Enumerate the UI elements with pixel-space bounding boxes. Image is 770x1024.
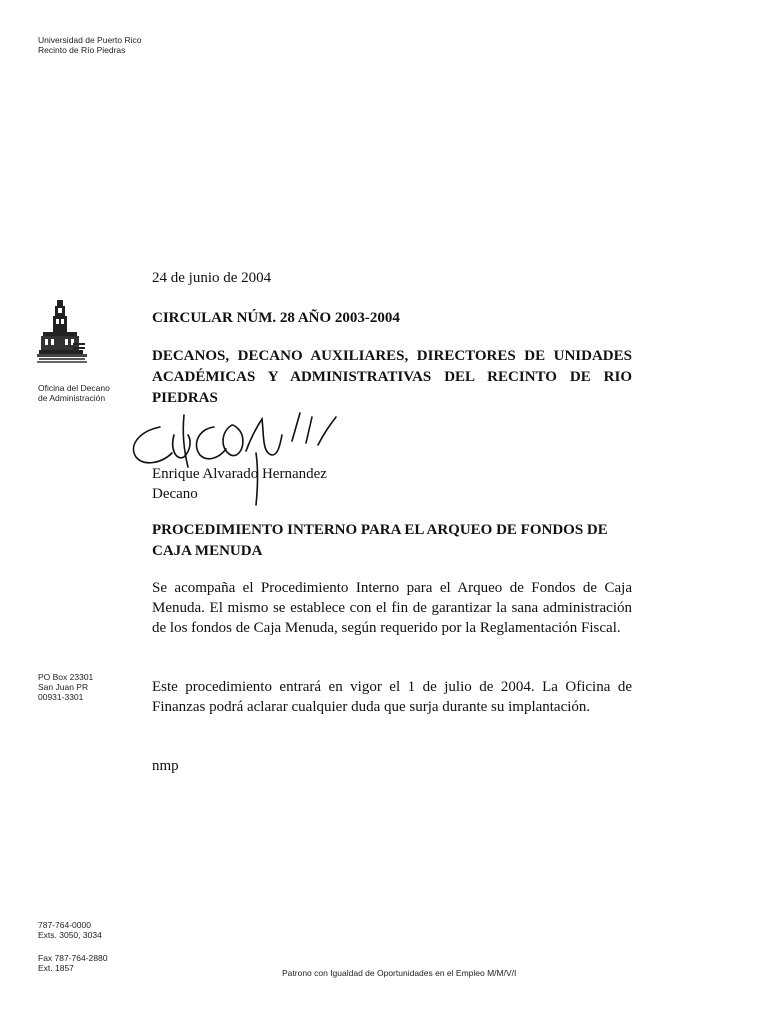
fax-number: Fax 787-764-2880 [38,953,108,963]
footer-equal-opportunity: Patrono con Igualdad de Oportunidades en el Empleo M/M/V/I [282,968,517,978]
signer-name: Enrique Alvarado Hernandez [152,466,327,482]
recipients: DECANOS, DECANO AUXILIARES, DIRECTORES DE UNIDADES ACADÉMICAS Y ADMINISTRATIVAS DEL RECINTO DE RIO PIEDRAS [152,348,632,406]
signer-title: Decano [152,486,198,502]
office-line-1: Oficina del Decano [38,383,110,393]
address-line-3: 00931-3301 [38,692,84,702]
body-paragraph-2: Este procedimiento entrará en vigor el 1 de julio de 2004. La Oficina de Finanzas podrá aclarar cualquier duda que surja durante su implantación. [152,679,632,715]
fax-extension: Ext. 1857 [38,963,74,973]
office-line-2: de Administración [38,393,106,403]
typist-initials: nmp [152,758,179,774]
circular-number: CIRCULAR NÚM. 28 AÑO 2003-2004 [152,310,400,326]
university-name: Universidad de Puerto Rico [38,35,142,45]
tower-logo-icon [37,298,89,377]
address-line-1: PO Box 23301 [38,672,94,682]
signer-block [152,464,327,504]
letterhead [38,35,141,55]
campus-name: Recinto de Río Piedras [38,45,126,55]
memo-date: 24 de junio de 2004 [152,270,272,286]
office-name [38,383,110,403]
memo-subject: PROCEDIMIENTO INTERNO PARA EL ARQUEO DE FONDOS DE CAJA MENUDA [152,522,608,559]
fax-info [38,953,107,973]
phone-number: 787-764-0000 [38,920,91,930]
postal-address [38,672,93,702]
phone-extensions: Exts. 3050, 3034 [38,930,102,940]
body-paragraph-1: Se acompaña el Procedimiento Interno para el Arqueo de Fondos de Caja Menuda. El mismo se establece con el fin de garantizar la sana administración de los fondos de Caja Menuda, según requerido por la Reglamentación Fiscal. [152,580,632,636]
phone-info [38,920,102,940]
address-line-2: San Juan PR [38,682,89,692]
